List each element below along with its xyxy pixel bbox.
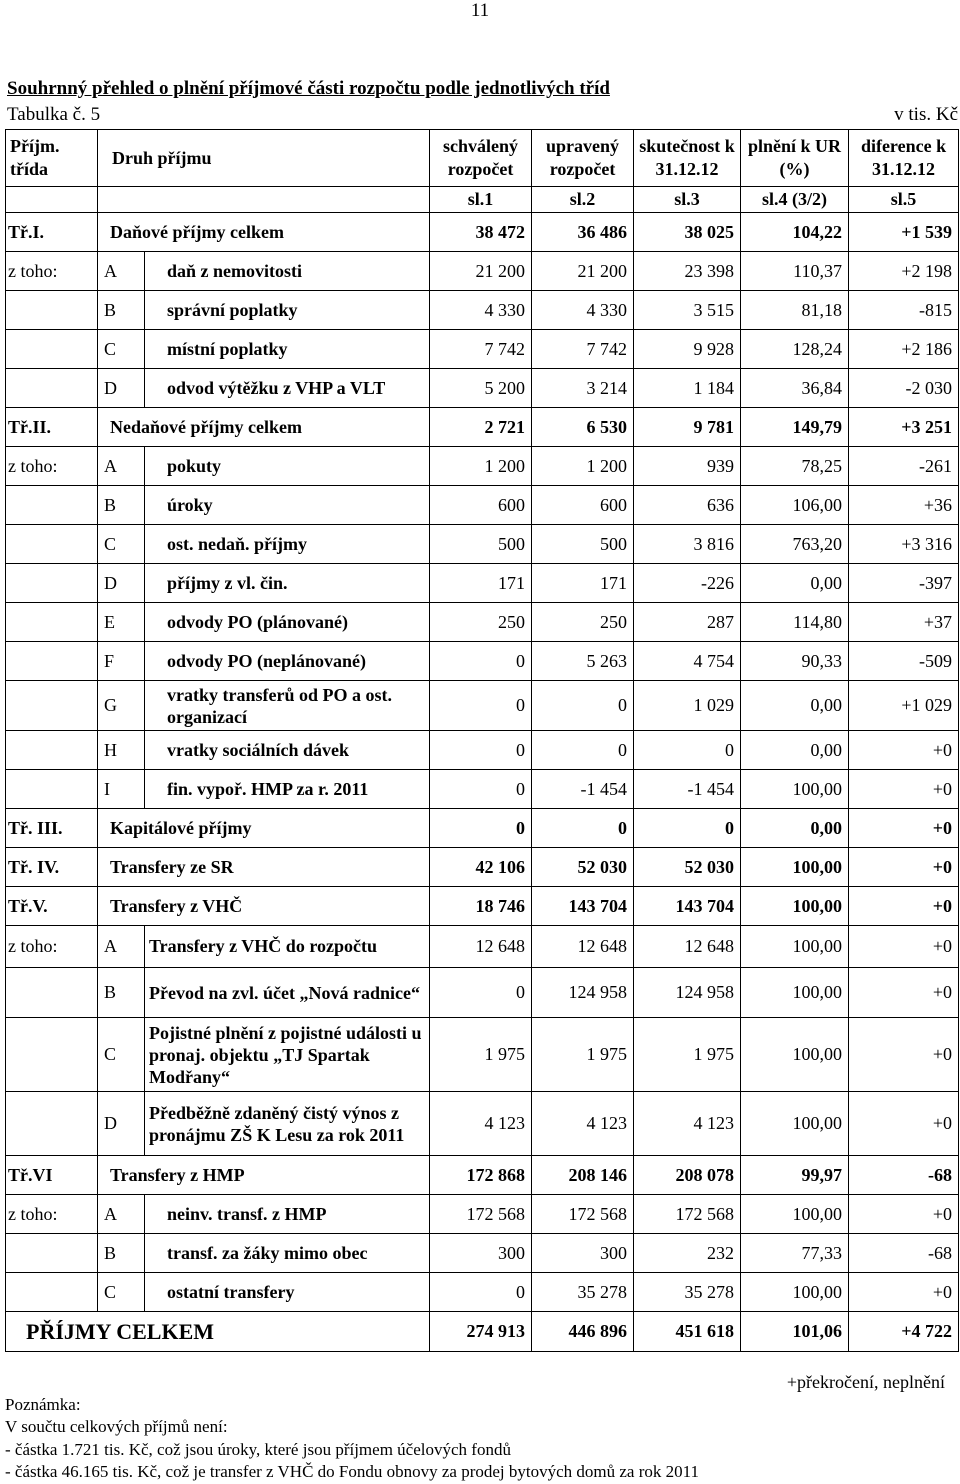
row-value: 5 200 (430, 369, 532, 408)
row-value: +1 539 (849, 213, 959, 252)
row-value: 3 515 (634, 291, 741, 330)
row-letter: F (98, 642, 145, 681)
row-value: 172 868 (430, 1156, 532, 1195)
row-value: 0,00 (741, 809, 849, 848)
row-value: 77,33 (741, 1234, 849, 1273)
row-value: 12 648 (430, 926, 532, 968)
table-row (6, 447, 959, 486)
row-value: 99,97 (741, 1156, 849, 1195)
row-value: 23 398 (634, 252, 741, 291)
row-value: 172 568 (634, 1195, 741, 1234)
header-type: Druh příjmu (98, 130, 430, 187)
total-row (6, 1312, 959, 1352)
row-value: 38 472 (430, 213, 532, 252)
row-letter: E (98, 603, 145, 642)
row-class (6, 369, 98, 408)
row-value: 42 106 (430, 848, 532, 887)
row-value: -2 030 (849, 369, 959, 408)
row-value: 500 (532, 525, 634, 564)
header-fulfilment: plnění k UR (%) (741, 130, 849, 187)
row-value: 0 (532, 809, 634, 848)
row-class (6, 291, 98, 330)
row-value: 1 184 (634, 369, 741, 408)
row-letter: C (98, 525, 145, 564)
row-value: +0 (849, 731, 959, 770)
header-class: Příjm. třída (6, 130, 98, 187)
row-value: 300 (532, 1234, 634, 1273)
row-value: 35 278 (634, 1273, 741, 1312)
row-class: Tř. III. (6, 809, 98, 848)
row-value: 763,20 (741, 525, 849, 564)
row-letter: B (98, 1234, 145, 1273)
row-value: 250 (532, 603, 634, 642)
row-value: 9 781 (634, 408, 741, 447)
row-value: 0,00 (741, 681, 849, 731)
row-type-label: neinv. transf. z HMP (145, 1195, 430, 1234)
total-value: 274 913 (430, 1312, 532, 1352)
row-letter: D (98, 369, 145, 408)
row-value: +0 (849, 968, 959, 1018)
table-row (6, 408, 959, 447)
row-value: 110,37 (741, 252, 849, 291)
row-value: 0 (430, 770, 532, 809)
table-label: Tabulka č. 5 (7, 104, 101, 125)
row-letter: B (98, 291, 145, 330)
total-value: +4 722 (849, 1312, 959, 1352)
table-row (6, 848, 959, 887)
row-type-label: daň z nemovitosti (145, 252, 430, 291)
row-value: 0 (430, 809, 532, 848)
row-value: 4 330 (532, 291, 634, 330)
row-value: +0 (849, 926, 959, 968)
header-approved: schválený rozpočet (430, 130, 532, 187)
row-type-label: Nedaňové příjmy celkem (98, 408, 430, 447)
row-class: z toho: (6, 1195, 98, 1234)
row-value: 100,00 (741, 1273, 849, 1312)
sl2-label: sl.2 (532, 187, 634, 213)
row-type-label: ost. nedaň. příjmy (145, 525, 430, 564)
row-value: 100,00 (741, 848, 849, 887)
table-row (6, 926, 959, 968)
row-value: +3 316 (849, 525, 959, 564)
row-type-label: Daňové příjmy celkem (98, 213, 430, 252)
row-class: z toho: (6, 926, 98, 968)
row-value: 232 (634, 1234, 741, 1273)
table-row (6, 1156, 959, 1195)
row-letter: C (98, 330, 145, 369)
note-line: - částka 46.165 tis. Kč, což je transfer z VHČ do Fondu obnovy za prodej bytových domů za rok 2011 (5, 1462, 700, 1482)
note-line: - částka 1.721 tis. Kč, což jsou úroky, které jsou příjmem účelových fondů (5, 1439, 511, 1459)
row-value: 143 704 (634, 887, 741, 926)
row-value: +36 (849, 486, 959, 525)
row-value: 7 742 (430, 330, 532, 369)
row-class (6, 1234, 98, 1273)
row-value: +0 (849, 887, 959, 926)
note-line: Poznámka: (5, 1395, 81, 1414)
notes (5, 1394, 699, 1484)
row-value: 0 (430, 642, 532, 681)
row-class (6, 731, 98, 770)
column-number-row (6, 187, 959, 213)
row-value: 100,00 (741, 1018, 849, 1092)
row-value: 0 (430, 681, 532, 731)
row-value: 171 (430, 564, 532, 603)
row-letter: A (98, 926, 145, 968)
row-class: Tř.I. (6, 213, 98, 252)
row-class (6, 1273, 98, 1312)
row-class: Tř. IV. (6, 848, 98, 887)
row-value: 4 123 (634, 1092, 741, 1156)
row-value: 21 200 (532, 252, 634, 291)
row-value: 100,00 (741, 926, 849, 968)
row-value: 7 742 (532, 330, 634, 369)
row-type-label: fin. vypoř. HMP za r. 2011 (145, 770, 430, 809)
table-row (6, 809, 959, 848)
row-letter: B (98, 968, 145, 1018)
row-value: 1 200 (532, 447, 634, 486)
sl4-label: sl.4 (3/2) (741, 187, 849, 213)
row-value: 6 530 (532, 408, 634, 447)
row-value: 0 (532, 681, 634, 731)
table-row (6, 1273, 959, 1312)
row-class: Tř.II. (6, 408, 98, 447)
total-value: 451 618 (634, 1312, 741, 1352)
row-type-label: Pojistné plnění z pojistné události u pronaj. objektu „TJ Spartak Modřany“ (145, 1018, 430, 1092)
row-value: 90,33 (741, 642, 849, 681)
table-row (6, 1018, 959, 1092)
row-value: 0,00 (741, 731, 849, 770)
row-value: +37 (849, 603, 959, 642)
row-class (6, 603, 98, 642)
row-value: 18 746 (430, 887, 532, 926)
row-value: 172 568 (532, 1195, 634, 1234)
row-letter: A (98, 447, 145, 486)
row-letter: I (98, 770, 145, 809)
row-value: 3 214 (532, 369, 634, 408)
row-type-label: Předběžně zdaněný čistý výnos z pronájmu ZŠ K Lesu za rok 2011 (145, 1092, 430, 1156)
row-value: 36,84 (741, 369, 849, 408)
row-type-label: správní poplatky (145, 291, 430, 330)
row-letter: B (98, 486, 145, 525)
remark: +překročení, neplnění (786, 1372, 945, 1392)
row-type-label: vratky sociálních dávek (145, 731, 430, 770)
row-class (6, 525, 98, 564)
row-class (6, 1018, 98, 1092)
row-value: -509 (849, 642, 959, 681)
row-letter: G (98, 681, 145, 731)
row-value: -261 (849, 447, 959, 486)
row-value: 35 278 (532, 1273, 634, 1312)
row-value: 52 030 (634, 848, 741, 887)
row-value: 0 (634, 731, 741, 770)
row-value: 0 (430, 968, 532, 1018)
table-row (6, 1195, 959, 1234)
row-letter: D (98, 564, 145, 603)
table-row (6, 887, 959, 926)
row-value: 300 (430, 1234, 532, 1273)
table-row (6, 770, 959, 809)
row-value: 4 123 (532, 1092, 634, 1156)
row-value: 81,18 (741, 291, 849, 330)
row-value: +0 (849, 1092, 959, 1156)
row-value: 1 975 (634, 1018, 741, 1092)
row-value: 36 486 (532, 213, 634, 252)
row-value: 0 (532, 731, 634, 770)
row-value: 0 (430, 1273, 532, 1312)
row-class (6, 1092, 98, 1156)
row-letter: H (98, 731, 145, 770)
header-row (6, 130, 959, 187)
row-value: 4 123 (430, 1092, 532, 1156)
table-row (6, 681, 959, 731)
row-value: 208 146 (532, 1156, 634, 1195)
row-value: 21 200 (430, 252, 532, 291)
row-value: 104,22 (741, 213, 849, 252)
row-value: +0 (849, 1195, 959, 1234)
row-type-label: pokuty (145, 447, 430, 486)
row-letter: A (98, 252, 145, 291)
page-number: 11 (470, 0, 490, 21)
row-class (6, 968, 98, 1018)
table-row (6, 486, 959, 525)
row-value: 1 200 (430, 447, 532, 486)
row-type-label: Transfery z HMP (98, 1156, 430, 1195)
row-type-label: Převod na zvl. účet „Nová radnice“ (145, 968, 430, 1018)
row-type-label: ostatní transfery (145, 1273, 430, 1312)
table-row (6, 1092, 959, 1156)
row-value: 143 704 (532, 887, 634, 926)
sl5-label: sl.5 (849, 187, 959, 213)
sl1-label: sl.1 (430, 187, 532, 213)
row-letter: A (98, 1195, 145, 1234)
row-type-label: odvody PO (plánované) (145, 603, 430, 642)
total-value: 446 896 (532, 1312, 634, 1352)
table-row (6, 369, 959, 408)
row-type-label: Transfery z VHČ (98, 887, 430, 926)
row-value: 600 (430, 486, 532, 525)
table-row (6, 330, 959, 369)
row-class: Tř.V. (6, 887, 98, 926)
row-letter: C (98, 1018, 145, 1092)
row-value: 100,00 (741, 887, 849, 926)
row-value: 100,00 (741, 1195, 849, 1234)
row-value: +0 (849, 809, 959, 848)
row-class (6, 330, 98, 369)
row-value: 250 (430, 603, 532, 642)
unit-label: v tis. Kč (894, 104, 958, 125)
row-value: 100,00 (741, 968, 849, 1018)
header-difference: diference k 31.12.12 (849, 130, 959, 187)
row-value: +0 (849, 1018, 959, 1092)
row-value: -68 (849, 1234, 959, 1273)
row-value: 124 958 (634, 968, 741, 1018)
row-value: -1 454 (634, 770, 741, 809)
row-value: 4 330 (430, 291, 532, 330)
table-row (6, 213, 959, 252)
row-value: +3 251 (849, 408, 959, 447)
row-letter: D (98, 1092, 145, 1156)
row-value: 0 (430, 731, 532, 770)
row-type-label: příjmy z vl. čin. (145, 564, 430, 603)
row-class (6, 486, 98, 525)
row-value: -226 (634, 564, 741, 603)
note-line: V součtu celkových příjmů není: (5, 1417, 228, 1437)
row-class (6, 642, 98, 681)
row-value: 52 030 (532, 848, 634, 887)
header-actual: skutečnost k 31.12.12 (634, 130, 741, 187)
table-row (6, 1234, 959, 1273)
row-value: 500 (430, 525, 532, 564)
row-value: 171 (532, 564, 634, 603)
row-value: 4 754 (634, 642, 741, 681)
row-value: +1 029 (849, 681, 959, 731)
row-value: +0 (849, 1273, 959, 1312)
table-row (6, 252, 959, 291)
table-row (6, 731, 959, 770)
row-value: 600 (532, 486, 634, 525)
row-type-label: vratky transferů od PO a ost. organizací (145, 681, 430, 731)
row-value: +0 (849, 848, 959, 887)
row-type-label: Transfery ze SR (98, 848, 430, 887)
row-value: 636 (634, 486, 741, 525)
row-type-label: místní poplatky (145, 330, 430, 369)
row-class (6, 770, 98, 809)
row-value: 2 721 (430, 408, 532, 447)
row-value: 100,00 (741, 1092, 849, 1156)
row-class: z toho: (6, 252, 98, 291)
row-class: z toho: (6, 447, 98, 486)
row-value: 1 029 (634, 681, 741, 731)
row-value: 3 816 (634, 525, 741, 564)
sl3-label: sl.3 (634, 187, 741, 213)
row-letter: C (98, 1273, 145, 1312)
row-value: 128,24 (741, 330, 849, 369)
table-body (6, 213, 959, 1312)
row-value: -815 (849, 291, 959, 330)
row-value: 38 025 (634, 213, 741, 252)
row-value: 172 568 (430, 1195, 532, 1234)
page-title: Souhrnný přehled o plnění příjmové části rozpočtu podle jednotlivých tříd (7, 78, 610, 99)
row-value: +0 (849, 770, 959, 809)
row-value: 114,80 (741, 603, 849, 642)
row-value: 100,00 (741, 770, 849, 809)
table-row (6, 291, 959, 330)
row-value: -68 (849, 1156, 959, 1195)
table-caption-row (7, 104, 958, 126)
row-value: 1 975 (430, 1018, 532, 1092)
row-value: 9 928 (634, 330, 741, 369)
row-type-label: odvody PO (neplánované) (145, 642, 430, 681)
row-class (6, 681, 98, 731)
table-row (6, 603, 959, 642)
total-value: 101,06 (741, 1312, 849, 1352)
row-type-label: Transfery z VHČ do rozpočtu (145, 926, 430, 968)
row-class (6, 564, 98, 603)
row-value: 124 958 (532, 968, 634, 1018)
row-value: 287 (634, 603, 741, 642)
table-row (6, 525, 959, 564)
row-value: 0 (634, 809, 741, 848)
row-value: 78,25 (741, 447, 849, 486)
row-value: 149,79 (741, 408, 849, 447)
row-type-label: transf. za žáky mimo obec (145, 1234, 430, 1273)
row-value: 0,00 (741, 564, 849, 603)
row-value: 1 975 (532, 1018, 634, 1092)
table-row (6, 564, 959, 603)
row-value: 12 648 (532, 926, 634, 968)
row-value: 5 263 (532, 642, 634, 681)
row-value: +2 186 (849, 330, 959, 369)
income-table (5, 129, 959, 1352)
table-row (6, 968, 959, 1018)
row-value: 12 648 (634, 926, 741, 968)
total-label: PŘÍJMY CELKEM (6, 1312, 430, 1352)
row-type-label: Kapitálové příjmy (98, 809, 430, 848)
row-value: 939 (634, 447, 741, 486)
row-value: -397 (849, 564, 959, 603)
row-type-label: odvod výtěžku z VHP a VLT (145, 369, 430, 408)
row-value: 106,00 (741, 486, 849, 525)
row-class: Tř.VI (6, 1156, 98, 1195)
header-adjusted: upravený rozpočet (532, 130, 634, 187)
row-type-label: úroky (145, 486, 430, 525)
row-value: 208 078 (634, 1156, 741, 1195)
row-value: +2 198 (849, 252, 959, 291)
row-value: -1 454 (532, 770, 634, 809)
table-row (6, 642, 959, 681)
